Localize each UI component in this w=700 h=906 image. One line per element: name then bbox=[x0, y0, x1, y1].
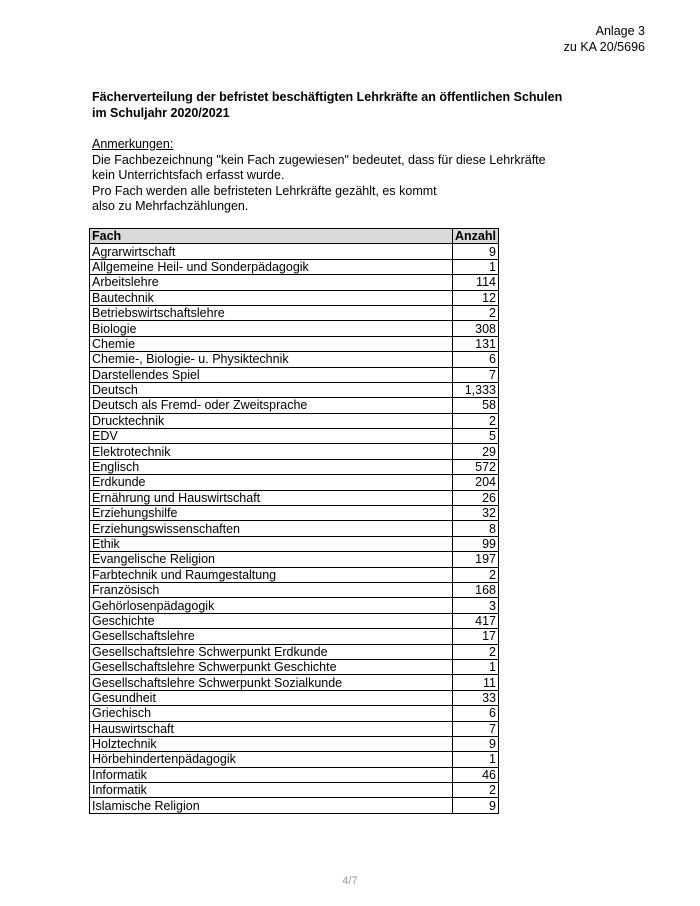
document-title bbox=[92, 90, 612, 121]
table-row bbox=[90, 290, 499, 305]
table-row bbox=[90, 798, 499, 813]
cell-fach: Ernährung und Hauswirtschaft bbox=[90, 490, 453, 505]
cell-fach: Informatik bbox=[90, 783, 453, 798]
cell-fach: Biologie bbox=[90, 321, 453, 336]
table-row bbox=[90, 690, 499, 705]
cell-fach: Geschichte bbox=[90, 613, 453, 628]
table-row bbox=[90, 613, 499, 628]
cell-fach: Gesellschaftslehre Schwerpunkt Sozialkunde bbox=[90, 675, 453, 690]
table-header-row bbox=[90, 229, 499, 244]
table-row bbox=[90, 382, 499, 397]
notes-line: Pro Fach werden alle befristeten Lehrkräfte gezählt, es kommt bbox=[92, 183, 437, 198]
cell-anzahl: 11 bbox=[453, 675, 499, 690]
table-row bbox=[90, 736, 499, 751]
cell-anzahl: 572 bbox=[453, 459, 499, 474]
table-row bbox=[90, 659, 499, 674]
cell-anzahl: 6 bbox=[453, 706, 499, 721]
cell-anzahl: 131 bbox=[453, 336, 499, 351]
cell-fach: Erziehungshilfe bbox=[90, 506, 453, 521]
annex-document-ref: zu KA 20/5696 bbox=[563, 39, 645, 54]
cell-fach: Hauswirtschaft bbox=[90, 721, 453, 736]
cell-fach: Hörbehindertenpädagogik bbox=[90, 752, 453, 767]
cell-anzahl: 2 bbox=[453, 567, 499, 582]
cell-anzahl: 2 bbox=[453, 783, 499, 798]
column-header-fach: Fach bbox=[90, 229, 453, 244]
cell-fach: Holztechnik bbox=[90, 736, 453, 751]
cell-fach: Gesellschaftslehre bbox=[90, 629, 453, 644]
cell-anzahl: 204 bbox=[453, 475, 499, 490]
cell-anzahl: 6 bbox=[453, 352, 499, 367]
table-row bbox=[90, 675, 499, 690]
cell-anzahl: 32 bbox=[453, 506, 499, 521]
column-header-anzahl: Anzahl bbox=[453, 229, 499, 244]
table-row bbox=[90, 521, 499, 536]
table-row bbox=[90, 598, 499, 613]
cell-fach: Allgemeine Heil- und Sonderpädagogik bbox=[90, 259, 453, 274]
table-row bbox=[90, 429, 499, 444]
cell-anzahl: 46 bbox=[453, 767, 499, 782]
cell-fach: Deutsch als Fremd- oder Zweitsprache bbox=[90, 398, 453, 413]
table-row bbox=[90, 259, 499, 274]
cell-anzahl: 26 bbox=[453, 490, 499, 505]
table-row bbox=[90, 706, 499, 721]
cell-fach: Erdkunde bbox=[90, 475, 453, 490]
cell-fach: Elektrotechnik bbox=[90, 444, 453, 459]
cell-fach: Ethik bbox=[90, 536, 453, 551]
title-line-2: im Schuljahr 2020/2021 bbox=[92, 105, 230, 120]
cell-fach: Gesundheit bbox=[90, 690, 453, 705]
cell-anzahl: 99 bbox=[453, 536, 499, 551]
table-row bbox=[90, 567, 499, 582]
cell-fach: Französisch bbox=[90, 582, 453, 597]
cell-anzahl: 168 bbox=[453, 582, 499, 597]
cell-anzahl: 7 bbox=[453, 721, 499, 736]
cell-anzahl: 114 bbox=[453, 275, 499, 290]
cell-fach: Chemie bbox=[90, 336, 453, 351]
cell-fach: Deutsch bbox=[90, 382, 453, 397]
table-row bbox=[90, 352, 499, 367]
table-row bbox=[90, 582, 499, 597]
notes-section bbox=[92, 137, 612, 215]
table-row bbox=[90, 305, 499, 320]
cell-anzahl: 1 bbox=[453, 752, 499, 767]
cell-anzahl: 17 bbox=[453, 629, 499, 644]
annex-reference bbox=[564, 24, 645, 55]
cell-fach: Gesellschaftslehre Schwerpunkt Erdkunde bbox=[90, 644, 453, 659]
table-row bbox=[90, 398, 499, 413]
cell-fach: Informatik bbox=[90, 767, 453, 782]
table-row bbox=[90, 367, 499, 382]
cell-fach: Chemie-, Biologie- u. Physiktechnik bbox=[90, 352, 453, 367]
annex-label: Anlage 3 bbox=[595, 24, 645, 38]
page-number: 4/7 bbox=[342, 875, 358, 887]
cell-anzahl: 1 bbox=[453, 659, 499, 674]
table-body bbox=[90, 244, 499, 813]
table-row bbox=[90, 490, 499, 505]
table-row bbox=[90, 536, 499, 551]
cell-anzahl: 3 bbox=[453, 598, 499, 613]
notes-line: Die Fachbezeichnung "kein Fach zugewiesen" bedeutet, dass für diese Lehrkräfte bbox=[92, 152, 546, 167]
cell-anzahl: 2 bbox=[453, 305, 499, 320]
table-row bbox=[90, 336, 499, 351]
cell-anzahl: 2 bbox=[453, 413, 499, 428]
table-row bbox=[90, 475, 499, 490]
notes-line: kein Unterrichtsfach erfasst wurde. bbox=[92, 168, 285, 182]
notes-line: also zu Mehrfachzählungen. bbox=[92, 199, 249, 213]
cell-fach: Agrarwirtschaft bbox=[90, 244, 453, 259]
table-row bbox=[90, 552, 499, 567]
cell-fach: Darstellendes Spiel bbox=[90, 367, 453, 382]
cell-anzahl: 417 bbox=[453, 613, 499, 628]
table-row bbox=[90, 752, 499, 767]
table-row bbox=[90, 629, 499, 644]
cell-anzahl: 9 bbox=[453, 736, 499, 751]
table-row bbox=[90, 783, 499, 798]
table-row bbox=[90, 321, 499, 336]
cell-fach: Evangelische Religion bbox=[90, 552, 453, 567]
cell-anzahl: 308 bbox=[453, 321, 499, 336]
cell-anzahl: 197 bbox=[453, 552, 499, 567]
title-line-1: Fächerverteilung der befristet beschäftigten Lehrkräfte an öffentlichen Schulen bbox=[92, 90, 563, 104]
cell-anzahl: 9 bbox=[453, 798, 499, 813]
table-row bbox=[90, 459, 499, 474]
cell-fach: EDV bbox=[90, 429, 453, 444]
cell-fach: Griechisch bbox=[90, 706, 453, 721]
cell-fach: Gehörlosenpädagogik bbox=[90, 598, 453, 613]
table-row bbox=[90, 244, 499, 259]
cell-fach: Arbeitslehre bbox=[90, 275, 453, 290]
cell-fach: Islamische Religion bbox=[90, 798, 453, 813]
cell-fach: Bautechnik bbox=[90, 290, 453, 305]
cell-anzahl: 2 bbox=[453, 644, 499, 659]
cell-fach: Betriebswirtschaftslehre bbox=[90, 305, 453, 320]
cell-anzahl: 8 bbox=[453, 521, 499, 536]
table-row bbox=[90, 413, 499, 428]
cell-anzahl: 58 bbox=[453, 398, 499, 413]
cell-anzahl: 1 bbox=[453, 259, 499, 274]
table-row bbox=[90, 644, 499, 659]
table-row bbox=[90, 275, 499, 290]
cell-anzahl: 12 bbox=[453, 290, 499, 305]
notes-heading: Anmerkungen: bbox=[92, 137, 174, 151]
cell-fach: Gesellschaftslehre Schwerpunkt Geschichte bbox=[90, 659, 453, 674]
cell-anzahl: 33 bbox=[453, 690, 499, 705]
table-row bbox=[90, 506, 499, 521]
table-row bbox=[90, 444, 499, 459]
cell-fach: Drucktechnik bbox=[90, 413, 453, 428]
cell-anzahl: 9 bbox=[453, 244, 499, 259]
cell-anzahl: 5 bbox=[453, 429, 499, 444]
cell-anzahl: 1,333 bbox=[453, 382, 499, 397]
cell-anzahl: 29 bbox=[453, 444, 499, 459]
subject-table bbox=[89, 228, 499, 814]
cell-fach: Erziehungswissenschaften bbox=[90, 521, 453, 536]
cell-fach: Farbtechnik und Raumgestaltung bbox=[90, 567, 453, 582]
cell-anzahl: 7 bbox=[453, 367, 499, 382]
table-row bbox=[90, 721, 499, 736]
table-row bbox=[90, 767, 499, 782]
cell-fach: Englisch bbox=[90, 459, 453, 474]
